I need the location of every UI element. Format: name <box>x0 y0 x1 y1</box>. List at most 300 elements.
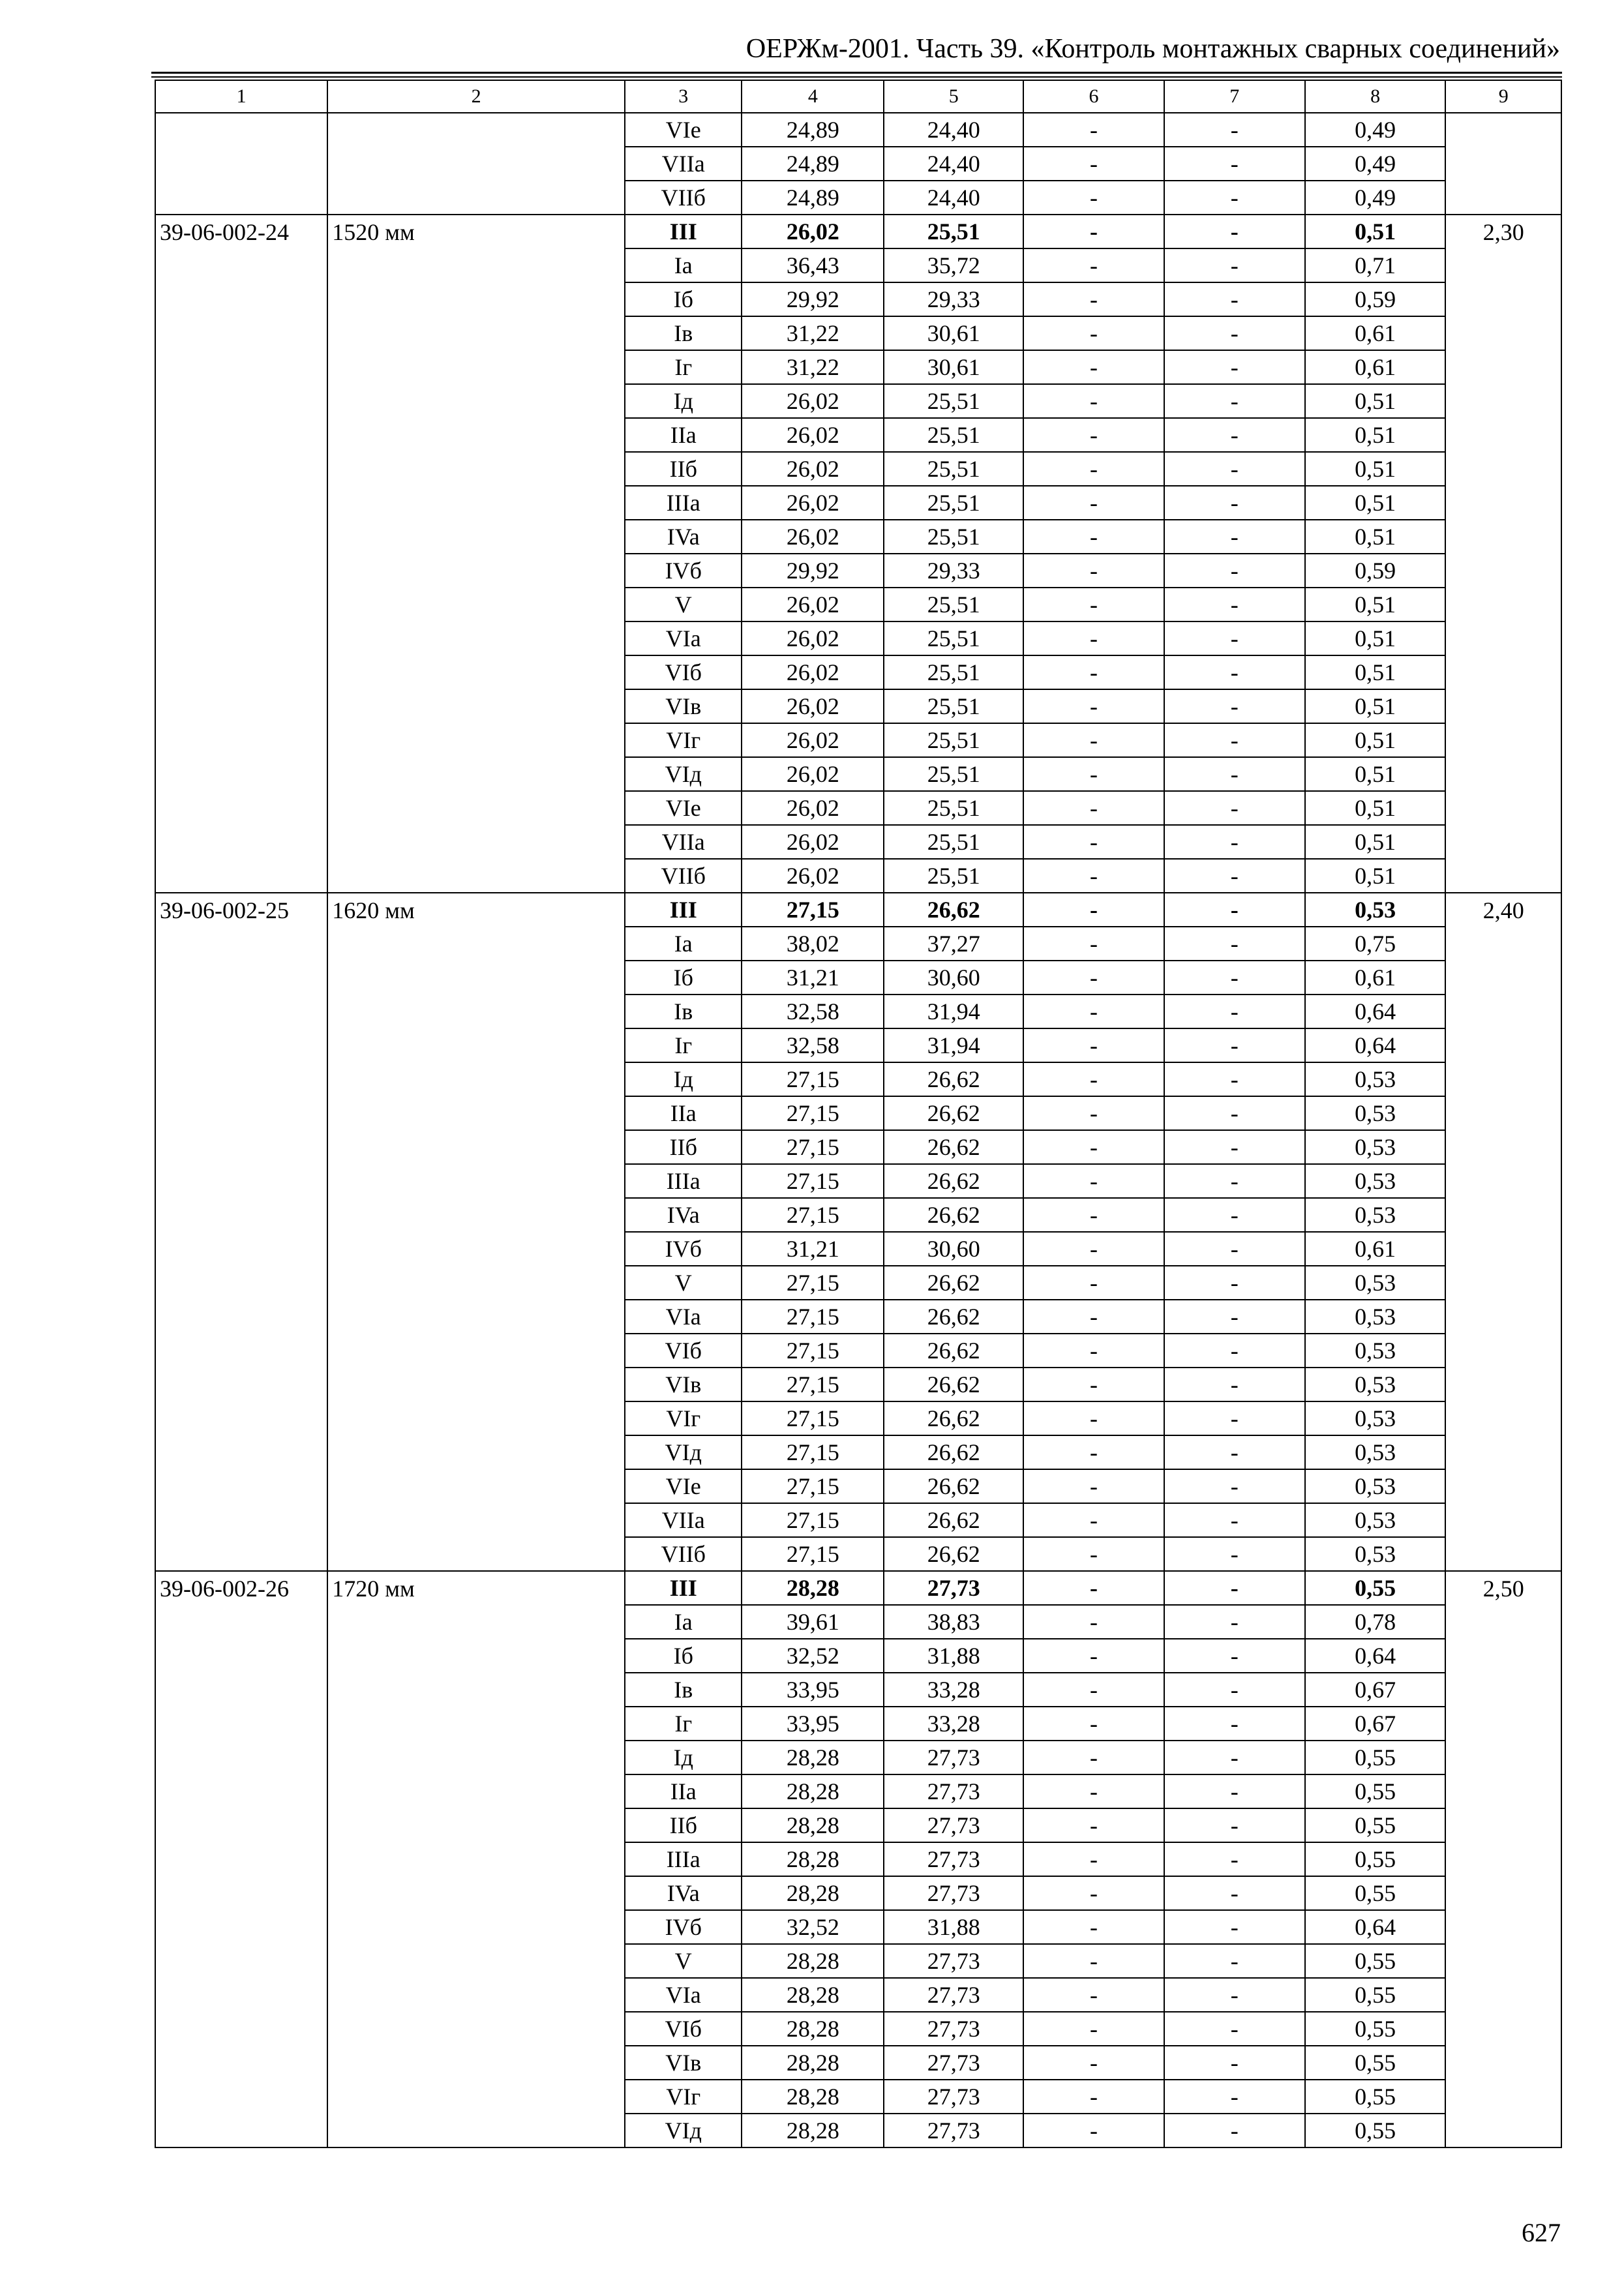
value-col4-cell: 28,28 <box>742 1741 884 1774</box>
value-col7-cell: - <box>1164 1774 1305 1808</box>
class-cell: VIIa <box>625 825 742 859</box>
value-col7-cell: - <box>1164 689 1305 723</box>
value-col5-cell: 31,88 <box>884 1639 1023 1673</box>
value-col5-cell: 33,28 <box>884 1707 1023 1741</box>
value-col4-cell: 27,15 <box>742 1334 884 1368</box>
value-col7-cell: - <box>1164 181 1305 215</box>
value-col4-cell: 26,02 <box>742 689 884 723</box>
value-col5-cell: 26,62 <box>884 1435 1023 1469</box>
value-col7-cell: - <box>1164 791 1305 825</box>
value-col7-cell: - <box>1164 1130 1305 1164</box>
value-col6-cell: - <box>1023 181 1164 215</box>
value-col8-cell: 0,64 <box>1305 1639 1446 1673</box>
column-number-cell: 1 <box>155 80 327 113</box>
value-col6-cell: - <box>1023 2012 1164 2046</box>
value-col8-cell: 0,53 <box>1305 1266 1446 1300</box>
class-cell: Iг <box>625 1707 742 1741</box>
class-cell: VIe <box>625 791 742 825</box>
value-col6-cell: - <box>1023 1774 1164 1808</box>
value-col8-cell: 0,53 <box>1305 1537 1446 1571</box>
value-col5-cell: 27,73 <box>884 1842 1023 1876</box>
value-col4-cell: 31,21 <box>742 961 884 995</box>
value-col5-cell: 25,51 <box>884 723 1023 757</box>
column-number-cell: 7 <box>1164 80 1305 113</box>
value-col4-cell: 29,92 <box>742 282 884 316</box>
value-col8-cell: 0,55 <box>1305 1944 1446 1978</box>
value-col5-cell: 27,73 <box>884 2012 1023 2046</box>
column-number-cell: 5 <box>884 80 1023 113</box>
value-col4-cell: 28,28 <box>742 1774 884 1808</box>
value-col5-cell: 25,51 <box>884 486 1023 520</box>
class-cell: VIг <box>625 2080 742 2114</box>
value-col7-cell: - <box>1164 1503 1305 1537</box>
value-col7-cell: - <box>1164 520 1305 554</box>
class-cell: Ia <box>625 248 742 282</box>
value-col7-cell: - <box>1164 621 1305 655</box>
value-col4-cell: 31,21 <box>742 1232 884 1266</box>
class-cell: IIa <box>625 418 742 452</box>
value-col6-cell: - <box>1023 1469 1164 1503</box>
class-cell: VIд <box>625 2114 742 2147</box>
class-cell: VIб <box>625 1334 742 1368</box>
value-col5-cell: 26,62 <box>884 1198 1023 1232</box>
value-col8-cell: 0,49 <box>1305 147 1446 181</box>
value-col8-cell: 0,51 <box>1305 689 1446 723</box>
value-col8-cell: 0,53 <box>1305 1164 1446 1198</box>
value-col8-cell: 0,51 <box>1305 621 1446 655</box>
value-col7-cell: - <box>1164 1842 1305 1876</box>
value-col7-cell: - <box>1164 1876 1305 1910</box>
value-col4-cell: 27,15 <box>742 1062 884 1096</box>
value-col4-cell: 31,22 <box>742 350 884 384</box>
value-col6-cell: - <box>1023 655 1164 689</box>
value-col7-cell: - <box>1164 486 1305 520</box>
value-col7-cell: - <box>1164 1266 1305 1300</box>
class-cell: VIa <box>625 621 742 655</box>
value-col8-cell: 0,67 <box>1305 1707 1446 1741</box>
value-col5-cell: 25,51 <box>884 520 1023 554</box>
value-col4-cell: 29,92 <box>742 554 884 588</box>
value-col5-cell: 30,61 <box>884 350 1023 384</box>
value-col6-cell: - <box>1023 1605 1164 1639</box>
value-col7-cell: - <box>1164 723 1305 757</box>
value-col6-cell: - <box>1023 215 1164 248</box>
value-col6-cell: - <box>1023 1503 1164 1537</box>
class-cell: IIa <box>625 1096 742 1130</box>
class-cell: Iд <box>625 1062 742 1096</box>
value-col6-cell: - <box>1023 1232 1164 1266</box>
value-col5-cell: 33,28 <box>884 1673 1023 1707</box>
value-col6-cell: - <box>1023 1334 1164 1368</box>
value-col7-cell: - <box>1164 384 1305 418</box>
value-col8-cell: 0,53 <box>1305 1130 1446 1164</box>
value-col6-cell: - <box>1023 1096 1164 1130</box>
value-col4-cell: 27,15 <box>742 1198 884 1232</box>
class-cell: IIб <box>625 1130 742 1164</box>
value-col7-cell: - <box>1164 1944 1305 1978</box>
name-cell: 1620 мм <box>327 893 625 1571</box>
name-cell: 1520 мм <box>327 215 625 893</box>
value-col4-cell: 27,15 <box>742 1469 884 1503</box>
value-col8-cell: 0,51 <box>1305 452 1446 486</box>
total-cell: 2,30 <box>1445 215 1561 893</box>
value-col5-cell: 24,40 <box>884 147 1023 181</box>
value-col4-cell: 32,58 <box>742 1028 884 1062</box>
class-cell: VIa <box>625 1300 742 1334</box>
value-col4-cell: 27,15 <box>742 1435 884 1469</box>
value-col5-cell: 26,62 <box>884 1130 1023 1164</box>
value-col4-cell: 27,15 <box>742 1300 884 1334</box>
value-col5-cell: 31,94 <box>884 1028 1023 1062</box>
class-cell: III <box>625 1571 742 1605</box>
value-col7-cell: - <box>1164 995 1305 1028</box>
value-col6-cell: - <box>1023 316 1164 350</box>
value-col4-cell: 26,02 <box>742 757 884 791</box>
value-col6-cell: - <box>1023 520 1164 554</box>
value-col4-cell: 27,15 <box>742 1266 884 1300</box>
name-cell <box>327 113 625 215</box>
value-col7-cell: - <box>1164 1334 1305 1368</box>
value-col5-cell: 25,51 <box>884 621 1023 655</box>
value-col4-cell: 26,02 <box>742 791 884 825</box>
value-col8-cell: 0,53 <box>1305 1096 1446 1130</box>
class-cell: VIб <box>625 655 742 689</box>
value-col5-cell: 27,73 <box>884 2080 1023 2114</box>
value-col7-cell: - <box>1164 825 1305 859</box>
value-col4-cell: 28,28 <box>742 1571 884 1605</box>
class-cell: IVa <box>625 1198 742 1232</box>
value-col6-cell: - <box>1023 927 1164 961</box>
value-col5-cell: 26,62 <box>884 1300 1023 1334</box>
value-col4-cell: 26,02 <box>742 452 884 486</box>
class-cell: VIe <box>625 113 742 147</box>
value-col4-cell: 28,28 <box>742 1808 884 1842</box>
value-col6-cell: - <box>1023 1978 1164 2012</box>
class-cell: Ia <box>625 927 742 961</box>
value-col5-cell: 27,73 <box>884 1741 1023 1774</box>
class-cell: Iв <box>625 1673 742 1707</box>
value-col5-cell: 24,40 <box>884 113 1023 147</box>
code-cell: 39-06-002-25 <box>155 893 327 1571</box>
value-col8-cell: 0,59 <box>1305 282 1446 316</box>
class-cell: IVб <box>625 554 742 588</box>
value-col6-cell: - <box>1023 1266 1164 1300</box>
class-cell: Iб <box>625 961 742 995</box>
value-col5-cell: 24,40 <box>884 181 1023 215</box>
class-cell: VIв <box>625 689 742 723</box>
value-col8-cell: 0,55 <box>1305 2114 1446 2147</box>
class-cell: VIг <box>625 1401 742 1435</box>
class-cell: VIIб <box>625 1537 742 1571</box>
rates-table-body <box>155 80 1561 2147</box>
value-col5-cell: 27,73 <box>884 1808 1023 1842</box>
class-cell: V <box>625 1266 742 1300</box>
class-cell: VIв <box>625 1368 742 1401</box>
value-col8-cell: 0,53 <box>1305 1503 1446 1537</box>
value-col7-cell: - <box>1164 248 1305 282</box>
value-col7-cell: - <box>1164 927 1305 961</box>
value-col6-cell: - <box>1023 791 1164 825</box>
value-col7-cell: - <box>1164 1605 1305 1639</box>
value-col5-cell: 30,61 <box>884 316 1023 350</box>
value-col7-cell: - <box>1164 1469 1305 1503</box>
value-col8-cell: 0,51 <box>1305 418 1446 452</box>
value-col7-cell: - <box>1164 113 1305 147</box>
value-col4-cell: 28,28 <box>742 1842 884 1876</box>
value-col5-cell: 26,62 <box>884 1334 1023 1368</box>
value-col7-cell: - <box>1164 1673 1305 1707</box>
column-number-cell: 8 <box>1305 80 1446 113</box>
value-col4-cell: 28,28 <box>742 1944 884 1978</box>
value-col6-cell: - <box>1023 147 1164 181</box>
value-col4-cell: 27,15 <box>742 1130 884 1164</box>
value-col4-cell: 38,02 <box>742 927 884 961</box>
value-col6-cell: - <box>1023 961 1164 995</box>
value-col4-cell: 26,02 <box>742 418 884 452</box>
value-col7-cell: - <box>1164 147 1305 181</box>
value-col8-cell: 0,67 <box>1305 1673 1446 1707</box>
value-col7-cell: - <box>1164 1198 1305 1232</box>
value-col6-cell: - <box>1023 384 1164 418</box>
value-col8-cell: 0,61 <box>1305 350 1446 384</box>
value-col5-cell: 30,60 <box>884 961 1023 995</box>
value-col6-cell: - <box>1023 1300 1164 1334</box>
value-col7-cell: - <box>1164 2114 1305 2147</box>
value-col6-cell: - <box>1023 418 1164 452</box>
value-col8-cell: 0,51 <box>1305 520 1446 554</box>
value-col7-cell: - <box>1164 215 1305 248</box>
value-col4-cell: 24,89 <box>742 147 884 181</box>
value-col6-cell: - <box>1023 1028 1164 1062</box>
value-col5-cell: 37,27 <box>884 927 1023 961</box>
value-col8-cell: 0,55 <box>1305 1842 1446 1876</box>
class-cell: VIIa <box>625 1503 742 1537</box>
class-cell: VIг <box>625 723 742 757</box>
value-col5-cell: 25,51 <box>884 791 1023 825</box>
class-cell: Iв <box>625 316 742 350</box>
total-cell: 2,50 <box>1445 1571 1561 2147</box>
class-cell: III <box>625 893 742 927</box>
value-col8-cell: 0,55 <box>1305 2046 1446 2080</box>
value-col8-cell: 0,51 <box>1305 486 1446 520</box>
value-col8-cell: 0,61 <box>1305 316 1446 350</box>
value-col6-cell: - <box>1023 554 1164 588</box>
value-col7-cell: - <box>1164 859 1305 893</box>
value-col4-cell: 28,28 <box>742 2012 884 2046</box>
value-col5-cell: 27,73 <box>884 1571 1023 1605</box>
value-col5-cell: 26,62 <box>884 1469 1023 1503</box>
value-col8-cell: 0,61 <box>1305 961 1446 995</box>
value-col6-cell: - <box>1023 1401 1164 1435</box>
value-col4-cell: 26,02 <box>742 588 884 621</box>
value-col6-cell: - <box>1023 1673 1164 1707</box>
value-col7-cell: - <box>1164 1978 1305 2012</box>
value-col8-cell: 0,55 <box>1305 1808 1446 1842</box>
value-col7-cell: - <box>1164 757 1305 791</box>
column-number-row <box>155 80 1561 113</box>
value-col8-cell: 0,55 <box>1305 2080 1446 2114</box>
value-col7-cell: - <box>1164 1910 1305 1944</box>
class-cell: IVб <box>625 1910 742 1944</box>
value-col4-cell: 24,89 <box>742 181 884 215</box>
value-col4-cell: 26,02 <box>742 825 884 859</box>
value-col8-cell: 0,55 <box>1305 1978 1446 2012</box>
table-row <box>155 1571 1561 1605</box>
value-col6-cell: - <box>1023 1198 1164 1232</box>
value-col7-cell: - <box>1164 1368 1305 1401</box>
class-cell: Iб <box>625 282 742 316</box>
class-cell: V <box>625 588 742 621</box>
value-col4-cell: 32,58 <box>742 995 884 1028</box>
value-col4-cell: 28,28 <box>742 1978 884 2012</box>
value-col6-cell: - <box>1023 1062 1164 1096</box>
value-col8-cell: 0,59 <box>1305 554 1446 588</box>
column-number-cell: 4 <box>742 80 884 113</box>
value-col4-cell: 28,28 <box>742 2080 884 2114</box>
value-col8-cell: 0,51 <box>1305 384 1446 418</box>
value-col6-cell: - <box>1023 1741 1164 1774</box>
value-col7-cell: - <box>1164 282 1305 316</box>
value-col5-cell: 38,83 <box>884 1605 1023 1639</box>
value-col6-cell: - <box>1023 350 1164 384</box>
rates-table <box>155 80 1562 2148</box>
value-col7-cell: - <box>1164 1232 1305 1266</box>
class-cell: IIIa <box>625 1842 742 1876</box>
value-col5-cell: 26,62 <box>884 1266 1023 1300</box>
value-col6-cell: - <box>1023 588 1164 621</box>
value-col5-cell: 27,73 <box>884 1774 1023 1808</box>
value-col4-cell: 26,02 <box>742 859 884 893</box>
value-col8-cell: 0,51 <box>1305 825 1446 859</box>
value-col5-cell: 26,62 <box>884 1537 1023 1571</box>
value-col7-cell: - <box>1164 2080 1305 2114</box>
code-cell: 39-06-002-24 <box>155 215 327 893</box>
value-col7-cell: - <box>1164 1808 1305 1842</box>
value-col4-cell: 39,61 <box>742 1605 884 1639</box>
value-col8-cell: 0,78 <box>1305 1605 1446 1639</box>
class-cell: VIIa <box>625 147 742 181</box>
value-col6-cell: - <box>1023 995 1164 1028</box>
value-col8-cell: 0,71 <box>1305 248 1446 282</box>
value-col7-cell: - <box>1164 1028 1305 1062</box>
value-col6-cell: - <box>1023 723 1164 757</box>
value-col8-cell: 0,64 <box>1305 995 1446 1028</box>
value-col7-cell: - <box>1164 554 1305 588</box>
code-cell <box>155 113 327 215</box>
value-col8-cell: 0,64 <box>1305 1028 1446 1062</box>
class-cell: VIв <box>625 2046 742 2080</box>
value-col7-cell: - <box>1164 1096 1305 1130</box>
value-col5-cell: 31,94 <box>884 995 1023 1028</box>
value-col7-cell: - <box>1164 316 1305 350</box>
value-col6-cell: - <box>1023 1435 1164 1469</box>
value-col6-cell: - <box>1023 621 1164 655</box>
value-col5-cell: 29,33 <box>884 554 1023 588</box>
value-col6-cell: - <box>1023 2046 1164 2080</box>
column-number-cell: 6 <box>1023 80 1164 113</box>
value-col4-cell: 26,02 <box>742 486 884 520</box>
value-col6-cell: - <box>1023 1368 1164 1401</box>
value-col8-cell: 0,51 <box>1305 757 1446 791</box>
value-col8-cell: 0,55 <box>1305 1774 1446 1808</box>
class-cell: VIIб <box>625 859 742 893</box>
value-col4-cell: 27,15 <box>742 893 884 927</box>
value-col6-cell: - <box>1023 282 1164 316</box>
value-col5-cell: 25,51 <box>884 418 1023 452</box>
value-col8-cell: 0,51 <box>1305 215 1446 248</box>
value-col6-cell: - <box>1023 757 1164 791</box>
value-col6-cell: - <box>1023 689 1164 723</box>
value-col4-cell: 26,02 <box>742 520 884 554</box>
class-cell: IIб <box>625 1808 742 1842</box>
code-cell: 39-06-002-26 <box>155 1571 327 2147</box>
class-cell: VIIб <box>625 181 742 215</box>
class-cell: III <box>625 215 742 248</box>
class-cell: IIIa <box>625 486 742 520</box>
table-row <box>155 215 1561 248</box>
value-col4-cell: 36,43 <box>742 248 884 282</box>
class-cell: Iб <box>625 1639 742 1673</box>
column-number-cell: 2 <box>327 80 625 113</box>
value-col5-cell: 26,62 <box>884 1062 1023 1096</box>
value-col5-cell: 27,73 <box>884 1944 1023 1978</box>
value-col5-cell: 29,33 <box>884 282 1023 316</box>
value-col8-cell: 0,53 <box>1305 893 1446 927</box>
value-col4-cell: 26,02 <box>742 384 884 418</box>
value-col7-cell: - <box>1164 350 1305 384</box>
value-col8-cell: 0,53 <box>1305 1334 1446 1368</box>
total-cell: 2,40 <box>1445 893 1561 1571</box>
value-col6-cell: - <box>1023 1910 1164 1944</box>
value-col8-cell: 0,51 <box>1305 859 1446 893</box>
value-col5-cell: 26,62 <box>884 893 1023 927</box>
value-col7-cell: - <box>1164 418 1305 452</box>
table-row <box>155 113 1561 147</box>
value-col6-cell: - <box>1023 1164 1164 1198</box>
value-col6-cell: - <box>1023 486 1164 520</box>
value-col4-cell: 27,15 <box>742 1401 884 1435</box>
value-col7-cell: - <box>1164 1164 1305 1198</box>
value-col8-cell: 0,55 <box>1305 1876 1446 1910</box>
class-cell: Iд <box>625 1741 742 1774</box>
value-col5-cell: 27,73 <box>884 1876 1023 1910</box>
value-col4-cell: 26,02 <box>742 723 884 757</box>
value-col6-cell: - <box>1023 893 1164 927</box>
value-col8-cell: 0,55 <box>1305 1741 1446 1774</box>
value-col7-cell: - <box>1164 1571 1305 1605</box>
value-col4-cell: 26,02 <box>742 655 884 689</box>
value-col4-cell: 32,52 <box>742 1910 884 1944</box>
class-cell: IIIa <box>625 1164 742 1198</box>
value-col5-cell: 27,73 <box>884 1978 1023 2012</box>
value-col7-cell: - <box>1164 1741 1305 1774</box>
column-number-cell: 3 <box>625 80 742 113</box>
value-col5-cell: 26,62 <box>884 1164 1023 1198</box>
value-col6-cell: - <box>1023 825 1164 859</box>
value-col4-cell: 31,22 <box>742 316 884 350</box>
value-col6-cell: - <box>1023 1808 1164 1842</box>
value-col5-cell: 25,51 <box>884 215 1023 248</box>
value-col7-cell: - <box>1164 893 1305 927</box>
value-col7-cell: - <box>1164 2046 1305 2080</box>
page-number: 627 <box>1522 2218 1561 2247</box>
value-col8-cell: 0,49 <box>1305 181 1446 215</box>
value-col6-cell: - <box>1023 1944 1164 1978</box>
value-col6-cell: - <box>1023 1537 1164 1571</box>
value-col5-cell: 26,62 <box>884 1401 1023 1435</box>
value-col5-cell: 25,51 <box>884 655 1023 689</box>
value-col4-cell: 28,28 <box>742 2114 884 2147</box>
